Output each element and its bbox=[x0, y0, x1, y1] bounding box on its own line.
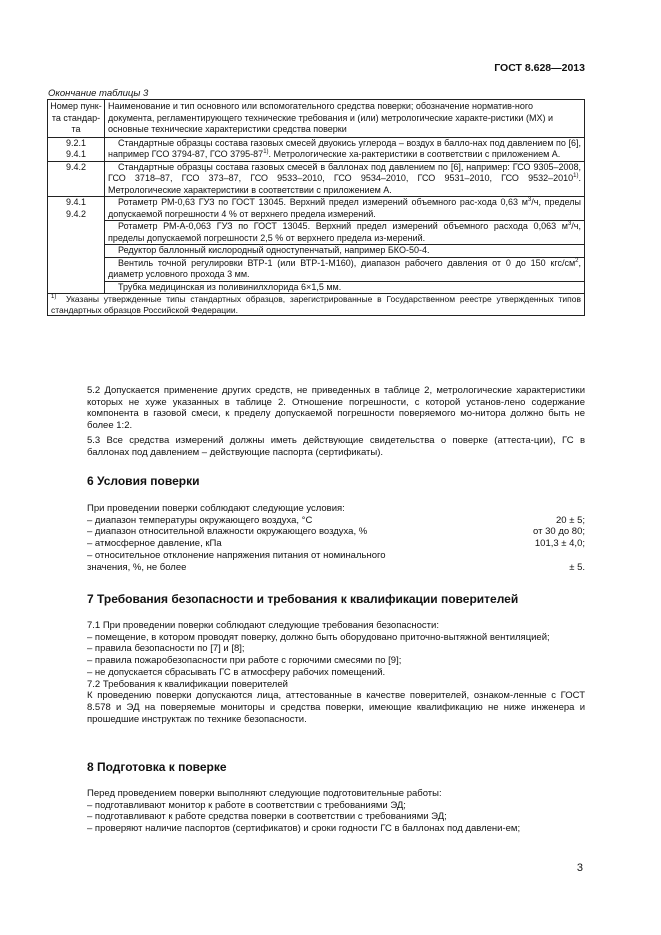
condition-value: 20 ± 5; bbox=[556, 514, 585, 526]
description-text: Редуктор баллонный кислородный одноступенчатый, например БКО-50-4. bbox=[118, 245, 430, 255]
item-number: 9.4.2 bbox=[48, 161, 105, 197]
list-item: – проверяют наличие паспортов (сертификатов) и сроки годности ГС в баллонах под давлени-ем; bbox=[87, 823, 521, 835]
description-text: , диаметр условного прохода 3 мм. bbox=[108, 257, 581, 279]
list-item: – подготавливают к работе средства поверки в соответствии с требованиями ЭД; bbox=[87, 811, 447, 823]
header-description: Наименование и тип основного или вспомогательного средства поверки; обозначение норматив-ного документа, регламентирующего технические требования и (или) метрологические характе-ристики (МХ) и основные технические характеристики средства поверки bbox=[105, 100, 585, 138]
condition-item bbox=[87, 562, 585, 574]
page-number: 3 bbox=[576, 862, 583, 874]
table-footnote-row bbox=[48, 294, 585, 316]
section-6-title: 6 Условия поверки bbox=[87, 474, 200, 488]
header-item-number: Номер пунк-та стандар-та bbox=[48, 100, 105, 138]
item-number: 9.2.1 bbox=[65, 137, 87, 148]
item-number: 9.4.1 bbox=[65, 149, 87, 159]
condition-label: – атмосферное давление, кПа bbox=[87, 538, 222, 550]
condition-item bbox=[87, 526, 585, 538]
table-row bbox=[48, 281, 585, 294]
description-text: /ч, пределы допускаемой погрешности 2,5 % от верхнего предела из-мерений. bbox=[108, 221, 581, 243]
row-description bbox=[105, 137, 585, 161]
list-item: – правила пожаробезопасности при работе с горючими смесями по [9]; bbox=[87, 655, 402, 667]
footnote-ref: 1) bbox=[263, 149, 269, 155]
row-item-numbers bbox=[48, 197, 105, 294]
condition-value: от 30 до 80; bbox=[533, 526, 585, 538]
condition-item bbox=[87, 515, 585, 527]
list-item: – подготавливают монитор к работе в соответствии с требованиями ЭД; bbox=[87, 799, 406, 811]
table-footnote bbox=[48, 294, 585, 316]
table-row bbox=[48, 257, 585, 281]
section-8-title: 8 Подготовка к поверке bbox=[87, 760, 227, 774]
condition-value: ± 5. bbox=[569, 561, 585, 573]
list-item: – не допускается сбрасывать ГС в атмосферу рабочих помещений. bbox=[87, 666, 386, 678]
description-text: Стандартные образцы состава газовых смесей в баллонах под давлением по [6], например: ГСО 9305–2008, ГСО 3718–87, ГСО 373–87, ГСО 9533–2010, ГСО 9534–2010, ГСО 9531–2010, ГСО 9532–2010 bbox=[108, 161, 581, 183]
row-description bbox=[105, 221, 585, 245]
row-description bbox=[105, 257, 585, 281]
description-text: . Метрологические характеристики в соответствии с приложением А. bbox=[108, 173, 581, 195]
condition-label: – диапазон относительной влажности окружающего воздуха, % bbox=[87, 526, 368, 538]
paragraph-text: 5.3 Все средства измерений должны иметь действующие свидетельства о поверке (аттеста-ции), ГС в баллонах под давлением – действующие паспорта (сертификаты). bbox=[87, 435, 585, 458]
footnote-mark: 1) bbox=[51, 294, 57, 301]
list-item: – правила безопасности по [7] и [8]; bbox=[87, 643, 245, 655]
condition-item bbox=[87, 538, 585, 550]
condition-label: значения, %, не более bbox=[87, 561, 187, 573]
superscript: 3 bbox=[567, 221, 572, 227]
item-number: 9.4.1 bbox=[65, 197, 87, 207]
row-description bbox=[105, 281, 585, 294]
description-text: Ротаметр РМ-А-0,063 ГУЗ по ГОСТ 13045. Верхний предел измерений объемного расхода 0,063 м bbox=[118, 221, 568, 231]
condition-value: 101,3 ± 4,0; bbox=[534, 538, 585, 550]
description-text: Трубка медицинская из поливинилхлорида 6×1,5 мм. bbox=[118, 281, 342, 292]
conditions-list bbox=[87, 503, 585, 573]
footnote-text: Указаны утвержденные типы стандартных образцов, зарегистрированные в Государственном реестре утвержденных типов стандартных образцов Российской Федерации. bbox=[51, 294, 581, 315]
item-number: 9.4.2 bbox=[65, 208, 87, 219]
description-text: Ротаметр РМ-0,63 ГУЗ по ГОСТ 13045. Верхний предел измерений объемного рас-хода 0,63 м bbox=[118, 197, 528, 207]
paragraph-text: 7.1 При проведении поверки соблюдают следующие требования безопасности: bbox=[87, 620, 439, 631]
paragraph-5-3 bbox=[47, 435, 585, 458]
table-caption: Окончание таблицы 3 bbox=[48, 88, 149, 99]
description-text: . Метрологические ха-рактеристики в соответствии с приложением А. bbox=[268, 149, 561, 159]
table-header-row bbox=[48, 100, 585, 138]
section-7-title: 7 Требования безопасности и требования к квалификации поверителей bbox=[87, 592, 519, 606]
table-row bbox=[48, 245, 585, 258]
row-item-numbers bbox=[48, 137, 105, 161]
paragraph-5-2 bbox=[47, 385, 585, 432]
paragraph-text: Перед проведением поверки выполняют следующие подготовительные работы: bbox=[87, 788, 442, 799]
superscript: 3 bbox=[527, 197, 532, 203]
row-description bbox=[105, 197, 585, 221]
description-text: /ч, пределы допускаемой погрешности 4 % от верхнего предела измерений. bbox=[108, 197, 581, 219]
conditions-intro: При проведении поверки соблюдают следующие условия: bbox=[87, 503, 345, 514]
subsection-heading: 7.2 Требования к квалификации поверителей bbox=[87, 678, 288, 690]
paragraph-text: К проведению поверки допускаются лица, аттестованные в качестве поверителей, ознаком-ленные с ГОСТ 8.578 и ЭД на поверяемые мониторы и средства поверки, имеющие квалификацию не ниже инженера и прошедшие инструктаж по технике безопасности. bbox=[87, 690, 585, 725]
paragraph-text: 5.2 Допускается применение других средств, не приведенных в таблице 2, метрологические характеристики которых не хуже указанных в таблице 2. Отношение погрешности, с которой установ-лено содержание компонента в газовой смеси, к пределу допускаемой погрешности поверяемого мо-нитора должно быть не более 1:2. bbox=[87, 385, 585, 432]
table-row bbox=[48, 137, 585, 161]
table-row bbox=[48, 161, 585, 197]
row-description bbox=[105, 161, 585, 197]
list-item: – помещение, в котором проводят поверку, должно быть оборудовано приточно-вытяжной вентиляцией; bbox=[87, 631, 550, 643]
row-description bbox=[105, 245, 585, 258]
description-text: Стандартные образцы состава газовых смесей двуокись углерода – воздух в балло-нах под давлением по [6], например ГСО 3794-87, ГСО 3795-87 bbox=[108, 137, 581, 159]
superscript: 2 bbox=[575, 257, 579, 264]
condition-label: – диапазон температуры окружающего воздуха, °С bbox=[87, 514, 313, 526]
condition-label: – относительное отклонение напряжения питания от номинального bbox=[87, 549, 386, 561]
table-row bbox=[48, 221, 585, 245]
section-8-body bbox=[47, 788, 585, 835]
footnote-ref: 1) bbox=[573, 173, 579, 179]
standard-designation: ГОСТ 8.628—2013 bbox=[494, 62, 585, 74]
verification-means-table bbox=[47, 99, 585, 316]
table-row bbox=[48, 197, 585, 221]
section-7-body bbox=[47, 620, 585, 725]
description-text: Вентиль точной регулировки ВТР-1 (или ВТР-1-М160), диапазон рабочего давления от 0 до 150 кгс/см bbox=[118, 257, 576, 268]
